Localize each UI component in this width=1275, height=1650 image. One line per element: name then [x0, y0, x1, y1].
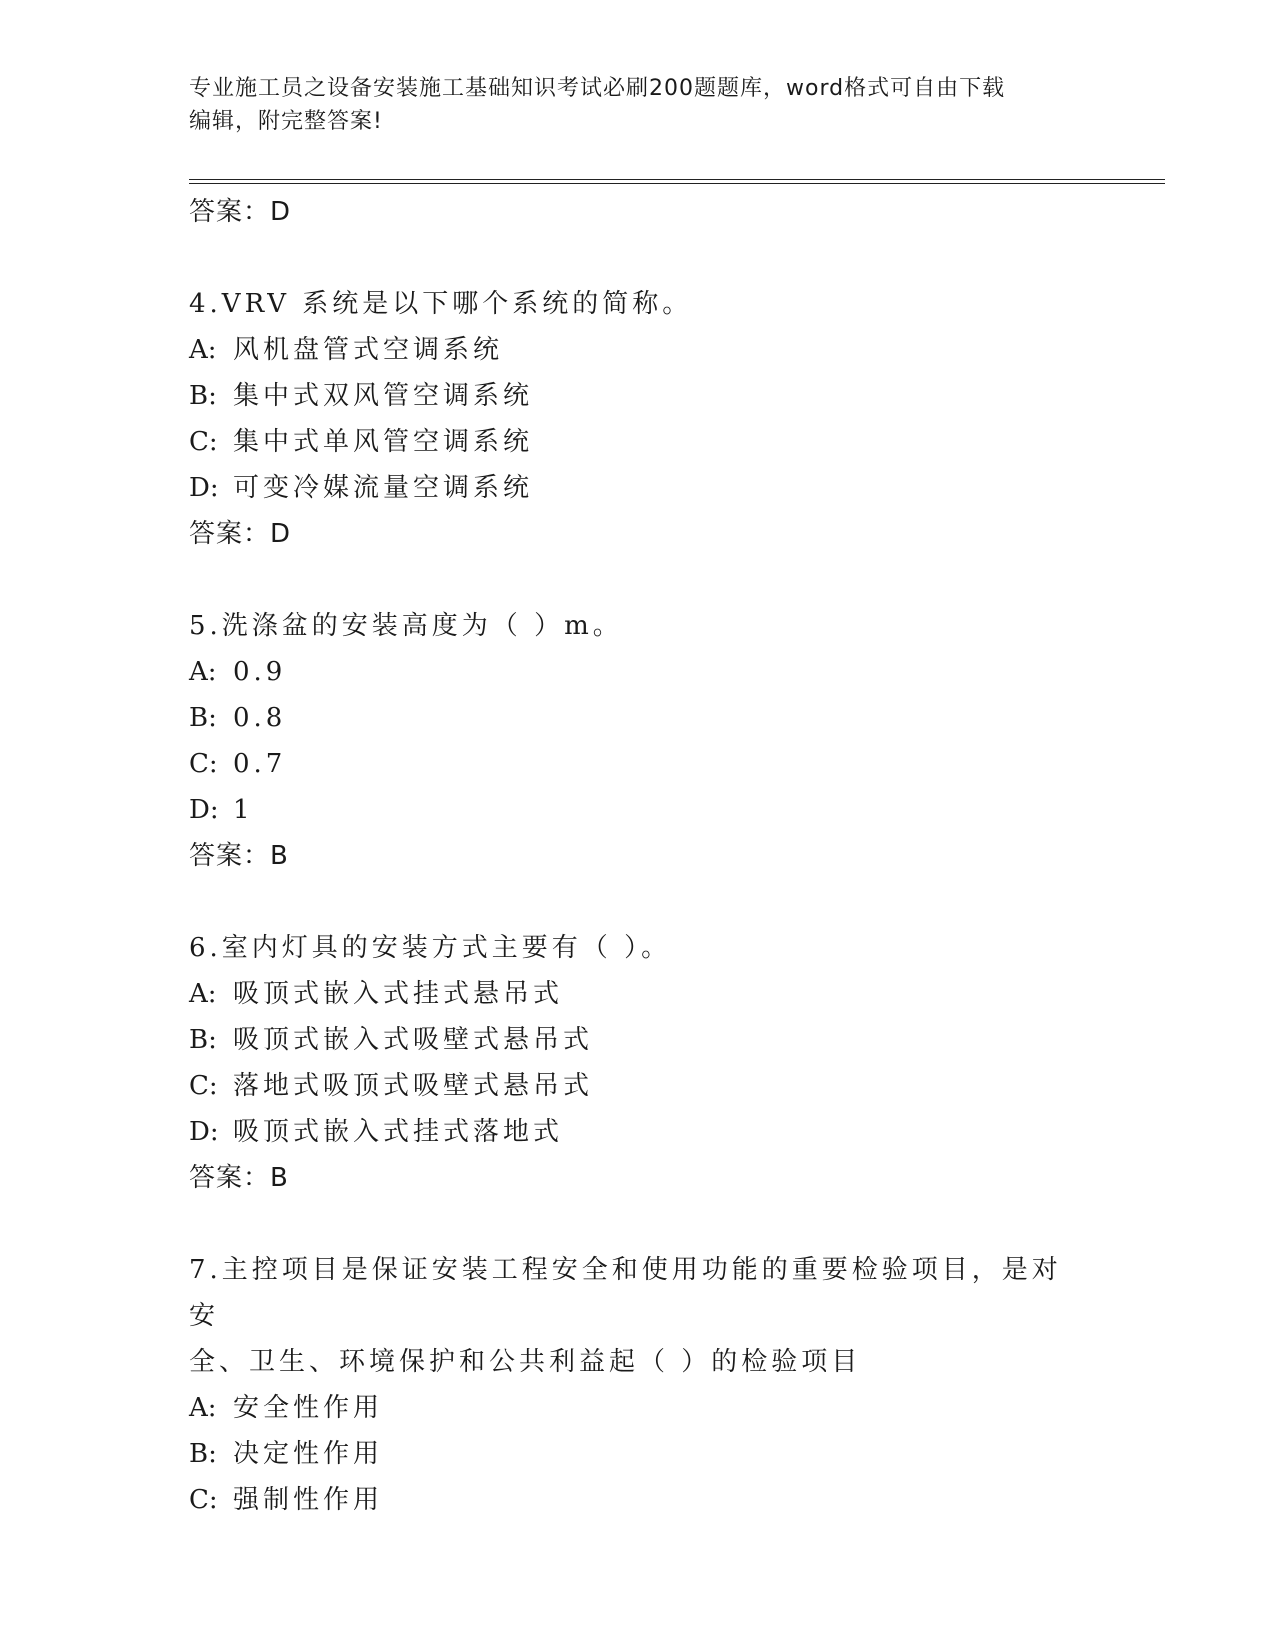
question-stem: 6.室内灯具的安装方式主要有（ ）。 [189, 933, 672, 963]
option-text: 0.7 [233, 749, 287, 779]
option-key: A: [189, 1393, 217, 1423]
option-text: 集中式双风管空调系统 [233, 381, 534, 411]
question-block [189, 1247, 1089, 1523]
option-b [189, 1431, 1089, 1477]
option-a [189, 1385, 1089, 1431]
option-d [189, 1109, 1089, 1155]
question-stem-continued: 全、卫生、环境保护和公共利益起（ ）的检验项目 [189, 1347, 862, 1377]
option-a [189, 971, 1089, 1017]
option-text: 可变冷媒流量空调系统 [233, 473, 534, 503]
option-b [189, 695, 1089, 741]
option-text: 1 [233, 795, 254, 825]
option-key: B: [189, 381, 217, 411]
option-key: A: [189, 335, 217, 365]
option-text: 集中式单风管空调系统 [233, 427, 534, 457]
option-text: 安全性作用 [233, 1393, 384, 1423]
option-b [189, 1017, 1089, 1063]
option-key: B: [189, 1025, 217, 1055]
header-divider-bottom [189, 183, 1165, 184]
answer-line: 答案：B [189, 841, 289, 871]
option-key: A: [189, 657, 217, 687]
question-block [189, 925, 1089, 1201]
question-stem: 7.主控项目是保证安装工程安全和使用功能的重要检验项目，是对安 [189, 1255, 1062, 1331]
option-key: B: [189, 1439, 217, 1469]
header-line-2: 编辑，附完整答案! [189, 109, 383, 134]
option-a [189, 327, 1089, 373]
option-key: C: [189, 427, 218, 457]
option-key: B: [189, 703, 217, 733]
option-text: 吸顶式嵌入式挂式落地式 [233, 1117, 564, 1147]
option-d [189, 787, 1089, 833]
answer-line: 答案：D [189, 197, 292, 227]
option-c [189, 1063, 1089, 1109]
option-c [189, 1477, 1089, 1523]
option-text: 吸顶式嵌入式挂式悬吊式 [233, 979, 564, 1009]
option-key: C: [189, 749, 218, 779]
question-block [189, 603, 1089, 879]
answer-line: 答案：D [189, 519, 292, 549]
question-block [189, 281, 1089, 557]
option-key: C: [189, 1485, 218, 1515]
question-stem: 5.洗涤盆的安装高度为（ ）m。 [189, 611, 623, 641]
option-key: A: [189, 979, 217, 1009]
option-text: 吸顶式嵌入式吸壁式悬吊式 [233, 1025, 594, 1055]
option-c [189, 741, 1089, 787]
header-line-1: 专业施工员之设备安装施工基础知识考试必刷200题题库，word格式可自由下载 [189, 76, 1006, 101]
option-text: 风机盘管式空调系统 [233, 335, 504, 365]
option-a [189, 649, 1089, 695]
option-text: 落地式吸顶式吸壁式悬吊式 [233, 1071, 594, 1101]
option-text: 0.9 [233, 657, 287, 687]
header-divider-top [189, 179, 1165, 180]
question-stem: 4.VRV 系统是以下哪个系统的简称。 [189, 289, 693, 319]
option-key: D: [189, 795, 219, 825]
option-key: D: [189, 1117, 219, 1147]
question-list [189, 189, 1089, 1523]
option-d [189, 465, 1089, 511]
answer-line: 答案：B [189, 1163, 289, 1193]
option-key: D: [189, 473, 219, 503]
option-c [189, 419, 1089, 465]
option-key: C: [189, 1071, 218, 1101]
option-text: 强制性作用 [233, 1485, 384, 1515]
option-b [189, 373, 1089, 419]
option-text: 0.8 [233, 703, 287, 733]
option-text: 决定性作用 [233, 1439, 384, 1469]
document-header [189, 72, 1089, 138]
